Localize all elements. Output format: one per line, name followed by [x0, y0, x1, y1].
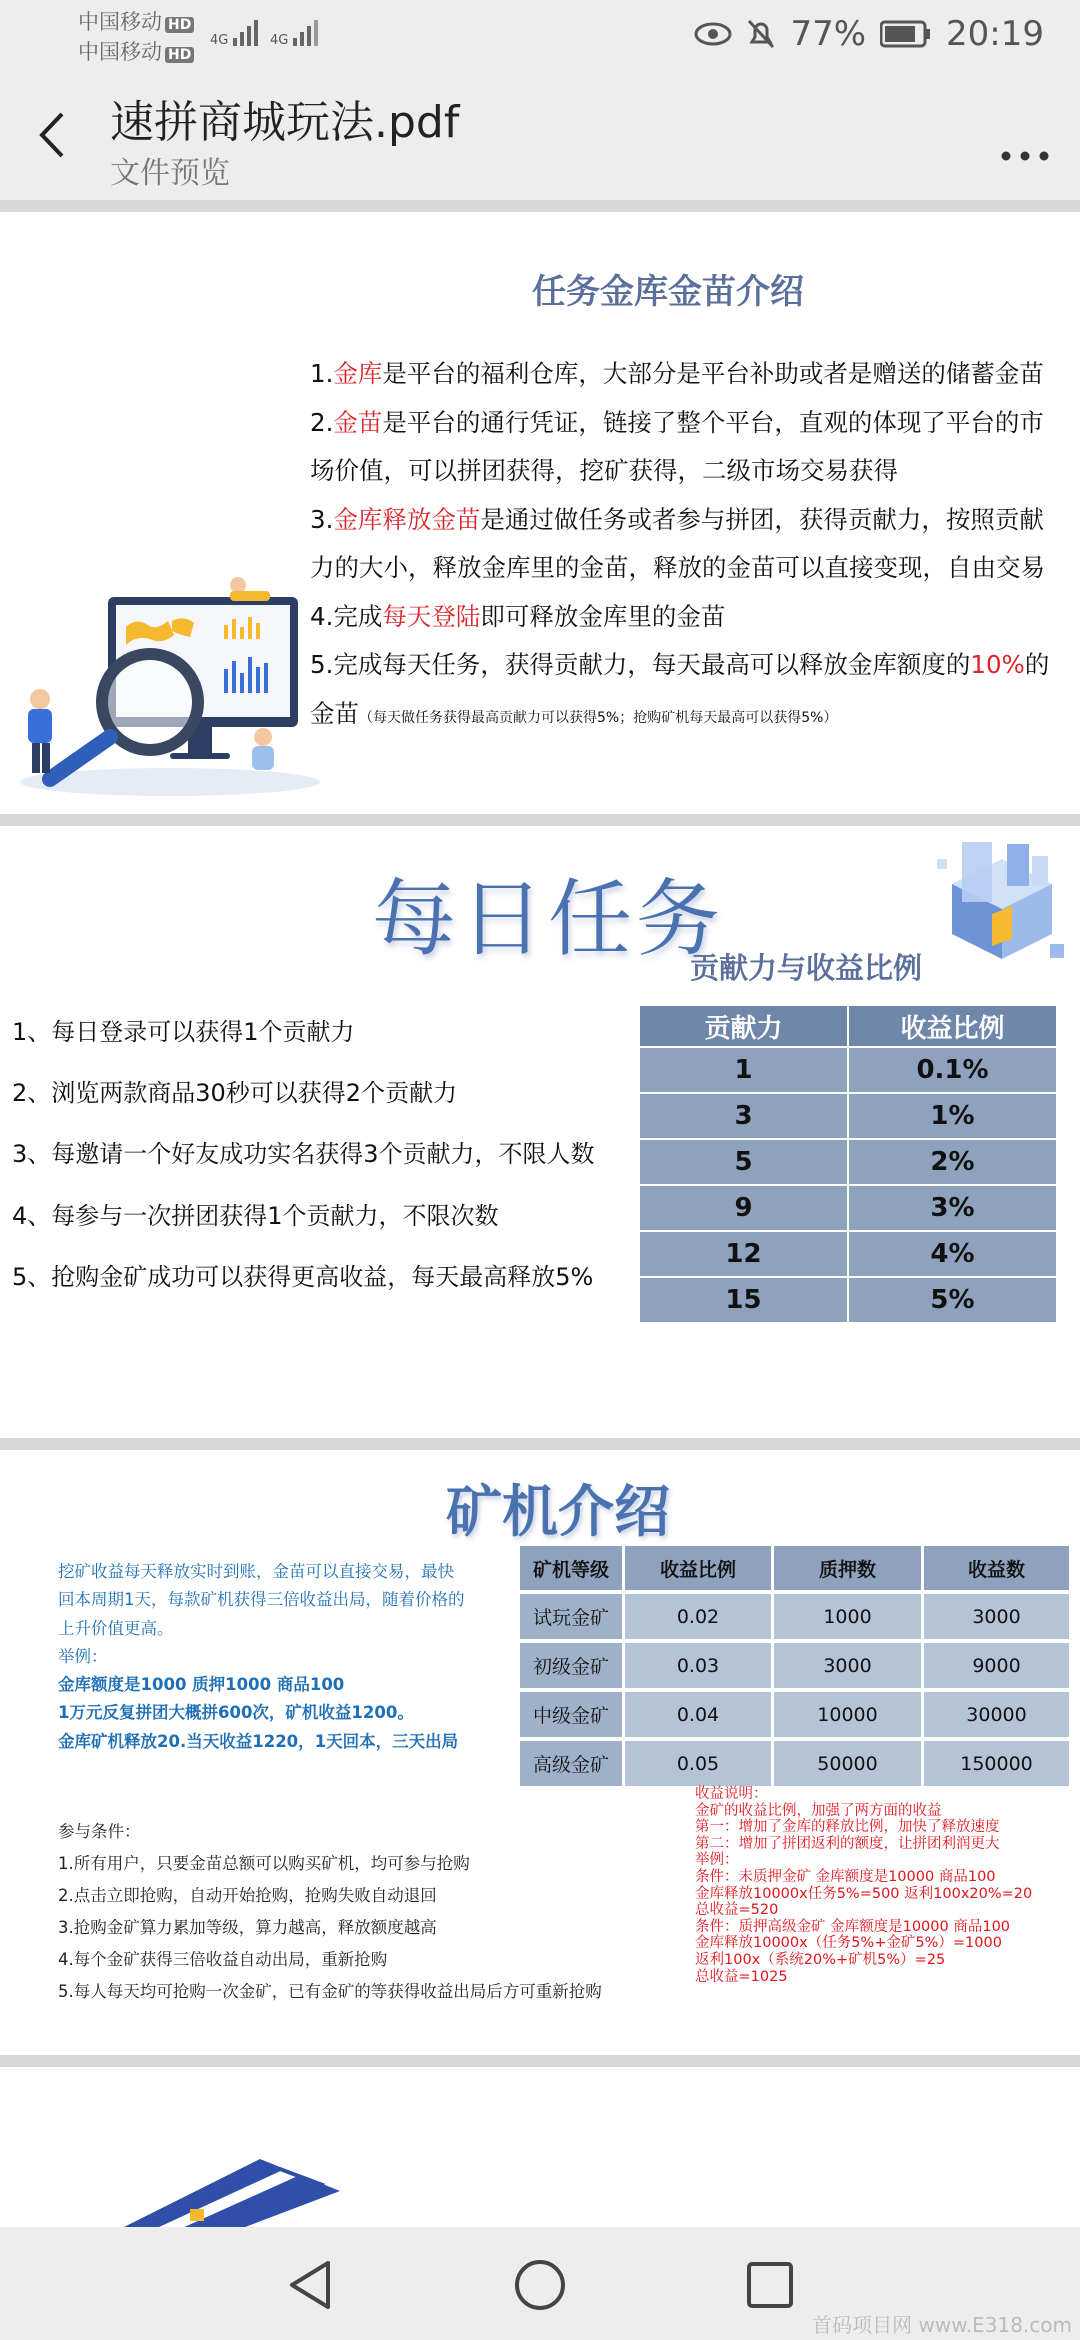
- intro-line: 金库矿机释放20.当天收益1220，1天回本，三天出局: [58, 1731, 459, 1751]
- table-row: [640, 1184, 1056, 1230]
- explain-line: 第二：增加了拼团返利的额度，让拼团利润更大: [695, 1835, 1000, 1852]
- contribution-table: [640, 1006, 1056, 1322]
- table-cell: 5: [640, 1138, 849, 1184]
- more-options-button[interactable]: [1000, 126, 1050, 172]
- explain-line: 金矿的收益比例，加强了两方面的收益: [695, 1802, 942, 1819]
- earnings-explanation: [695, 1786, 1075, 1985]
- task-item: 3、每邀请一个好友成功实名获得3个贡献力，不限人数: [12, 1140, 595, 1168]
- page1-line-1: 1.金库是平台的福利仓库，大部分是平台补助或者是赠送的储蓄金苗: [310, 359, 1044, 388]
- miner-table: [520, 1546, 1072, 1786]
- table-row: [640, 1046, 1056, 1092]
- explain-line: 返利100x（系统20%+矿机5%）=25: [695, 1951, 946, 1968]
- document-title: 速拼商城玩法.pdf: [110, 97, 460, 148]
- carrier-2: 中国移动 HD: [78, 36, 194, 66]
- table-row: [520, 1590, 1072, 1639]
- table-cell: 10000: [774, 1688, 924, 1737]
- table-row: [640, 1230, 1056, 1276]
- page1-line-4: 4.完成每天登陆即可释放金库里的金苗: [310, 601, 726, 631]
- table-header: 质押数: [774, 1546, 924, 1590]
- table-cell: 50000: [774, 1737, 924, 1786]
- table-cell: 150000: [924, 1737, 1072, 1786]
- table-cell: 3: [640, 1092, 849, 1138]
- status-bar: [0, 0, 1080, 70]
- table-cell: 2%: [849, 1138, 1056, 1184]
- pdf-page-3[interactable]: [0, 1450, 1080, 2055]
- condition-line: 5.每人每天均可抢购一次金矿，已有金矿的等获得收益出局后方可重新抢购: [58, 1982, 602, 2001]
- signal-icon-2: 4G: [270, 18, 321, 48]
- explain-line: 条件：未质押金矿 金库额度是10000 商品100: [695, 1868, 996, 1885]
- isometric-server-icon: [932, 834, 1077, 974]
- table-header: 收益比例: [849, 1006, 1056, 1046]
- page1-line-3: 3.金库释放金苗是通过做任务或者参与拼团，获得贡献力，按照贡献力的大小，释放金库里的金苗，释放的金苗可以直接变现，自由交易: [310, 504, 1045, 582]
- table-header: 收益数: [924, 1546, 1072, 1590]
- condition-line: 2.点击立即抢购，自动开始抢购，抢购失败自动退回: [58, 1886, 437, 1905]
- task-item: 4、每参与一次拼团获得1个贡献力，不限次数: [12, 1202, 499, 1230]
- pdf-page-2[interactable]: [0, 826, 1080, 1438]
- condition-line: 3.抢购金矿算力累加等级，算力越高，释放额度越高: [58, 1918, 437, 1937]
- intro-line: 回本周期1天，每款矿机获得三倍收益出局，随着价格的: [58, 1590, 465, 1610]
- pdf-page-1[interactable]: [0, 212, 1080, 814]
- explain-line: 总收益=1025: [695, 1968, 788, 1985]
- table-cell: 3000: [924, 1590, 1072, 1639]
- explain-line: 收益说明：: [695, 1786, 768, 1802]
- explain-line: 第一：增加了金库的释放比例，加快了释放速度: [695, 1819, 1000, 1836]
- page3-heading: 矿机介绍: [446, 1480, 670, 1545]
- participation-conditions: [58, 1816, 698, 2008]
- table-row: [520, 1737, 1072, 1786]
- battery-percent: 77%: [790, 14, 867, 54]
- document-stack-illustration-icon: [110, 2139, 350, 2227]
- table-cell: 9000: [924, 1639, 1072, 1688]
- table-cell: 0.04: [625, 1688, 774, 1737]
- mining-intro-text: [58, 1558, 508, 1756]
- clock: 20:19: [946, 14, 1044, 54]
- intro-line: 挖矿收益每天释放实时到账，金苗可以直接交易，最快: [58, 1562, 454, 1581]
- page2-heading: 每日任务: [372, 870, 725, 968]
- explain-line: 总收益=520: [695, 1902, 779, 1919]
- carrier-1: 中国移动 HD: [78, 6, 194, 36]
- intro-line: 上升价值更高。: [58, 1618, 174, 1638]
- table-row: [520, 1688, 1072, 1737]
- watermark: 首码项目网 www.E318.com: [812, 2313, 1072, 2337]
- square-recents-icon: [742, 2257, 798, 2313]
- circle-home-icon: [512, 2257, 568, 2313]
- table-cell: 高级金矿: [520, 1737, 625, 1786]
- table-header: 收益比例: [625, 1546, 774, 1590]
- table-cell: 1000: [774, 1590, 924, 1639]
- nav-recents-button[interactable]: [742, 2257, 798, 2313]
- explain-line: 金库释放10000x（任务5%+金矿5%）=1000: [695, 1935, 1002, 1952]
- table-cell: 0.02: [625, 1590, 774, 1639]
- table-cell: 0.1%: [849, 1046, 1056, 1092]
- table-cell: 1%: [849, 1092, 1056, 1138]
- signal-icon-1: 4G: [210, 18, 261, 48]
- analytics-illustration-icon: [10, 557, 320, 797]
- intro-line: 金库额度是1000 质押1000 商品100: [58, 1675, 345, 1695]
- condition-line: 参与条件：: [58, 1822, 141, 1841]
- explain-line: 金库释放10000x任务5%=500 返利100x20%=20: [695, 1885, 1033, 1902]
- table-cell: 中级金矿: [520, 1688, 625, 1737]
- nav-home-button[interactable]: [512, 2257, 568, 2313]
- table-row: [640, 1092, 1056, 1138]
- table-cell: 12: [640, 1230, 849, 1276]
- more-dots-icon: [1000, 150, 1050, 162]
- page1-text: [310, 350, 1060, 742]
- page1-line-5: 5.完成每天任务，获得贡献力，每天最高可以释放金库额度的10%的金苗（每天做任务获得最高贡献力可以获得5%；抢购矿机每天最高可以获得5%）: [310, 650, 1050, 728]
- app-bar: [0, 70, 1080, 200]
- document-subtitle: 文件预览: [110, 156, 230, 191]
- task-item: 1、每日登录可以获得1个贡献力: [12, 1018, 355, 1046]
- back-button[interactable]: [30, 108, 76, 162]
- table-cell: 0.03: [625, 1639, 774, 1688]
- system-nav-bar: [0, 2227, 1080, 2340]
- table-cell: 30000: [924, 1688, 1072, 1737]
- table-cell: 5%: [849, 1276, 1056, 1322]
- table-header-row: [520, 1546, 1072, 1590]
- intro-line: 举例：: [58, 1646, 108, 1666]
- page1-heading: 任务金库金苗介绍: [532, 272, 804, 312]
- table-cell: 0.05: [625, 1737, 774, 1786]
- table-row: [640, 1276, 1056, 1322]
- back-arrow-icon: [30, 108, 76, 162]
- triangle-back-icon: [282, 2257, 338, 2313]
- table-cell: 9: [640, 1184, 849, 1230]
- table-header: 矿机等级: [520, 1546, 625, 1590]
- explain-line: 条件：质押高级金矿 金库额度是10000 商品100: [695, 1918, 1011, 1935]
- task-item: 5、抢购金矿成功可以获得更高收益，每天最高释放5%: [12, 1263, 594, 1291]
- mute-bell-icon: [746, 18, 776, 50]
- table-row: [640, 1138, 1056, 1184]
- pdf-page-4[interactable]: [0, 2067, 1080, 2227]
- table-row: [520, 1639, 1072, 1688]
- table-cell: 1: [640, 1046, 849, 1092]
- table-cell: 初级金矿: [520, 1639, 625, 1688]
- eye-icon: [694, 21, 732, 47]
- page1-line-2: 2.金苗是平台的通行凭证，链接了整个平台，直观的体现了平台的市场价值，可以拼团获得，挖矿获得，二级市场交易获得: [310, 407, 1044, 485]
- battery-icon: [880, 20, 932, 48]
- status-right: [694, 14, 1044, 54]
- task-item: 2、浏览两款商品30秒可以获得2个贡献力: [12, 1079, 458, 1107]
- explain-line: 举例：: [695, 1852, 739, 1869]
- nav-back-button[interactable]: [282, 2257, 338, 2313]
- table-cell: 3%: [849, 1184, 1056, 1230]
- table-cell: 4%: [849, 1230, 1056, 1276]
- table-cell: 试玩金矿: [520, 1590, 625, 1639]
- table-header-row: [640, 1006, 1056, 1046]
- table-cell: 15: [640, 1276, 849, 1322]
- intro-line: 1万元反复拼团大概拼600次，矿机收益1200。: [58, 1703, 414, 1723]
- condition-line: 1.所有用户，只要金苗总额可以购买矿机，均可参与抢购: [58, 1854, 470, 1873]
- page2-subheading: 贡献力与收益比例: [690, 951, 923, 985]
- condition-line: 4.每个金矿获得三倍收益自动出局，重新抢购: [58, 1950, 388, 1969]
- table-cell: 3000: [774, 1639, 924, 1688]
- table-header: 贡献力: [640, 1006, 849, 1046]
